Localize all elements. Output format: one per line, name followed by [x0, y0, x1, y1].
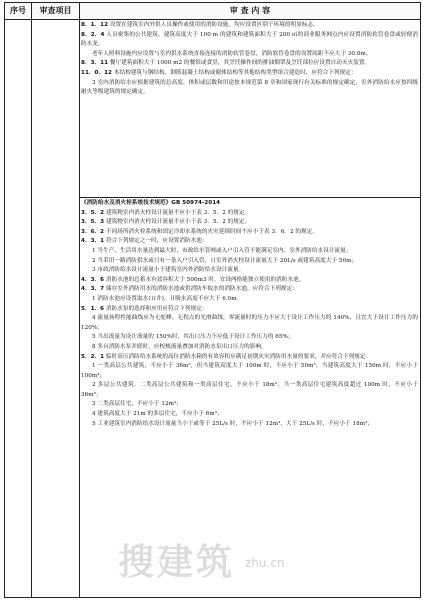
clause-text: 消防水泵的选择和应用应符合下列规定： [105, 305, 208, 312]
clause-paragraph [81, 295, 418, 305]
clause-text: 《消防给水及消火栓系统技术规范》GB 50974-2014 [81, 200, 221, 206]
clause-paragraph [81, 314, 418, 333]
clause-paragraph [81, 199, 418, 209]
clause-paragraph [81, 400, 418, 410]
clause-text: 2 多层公共建筑、二类高层公共建筑和一类高层住宅，不应小于 18m³，当一类高层住宅建筑高度超过 100m 时，不应小于 36m³； [81, 382, 418, 398]
clause-text: 储存室外消防用水的消防水池或供消防车取水的消防水池，应符合下列规定： [105, 286, 298, 293]
clause-number: 4．3．7 [81, 286, 105, 293]
clause-paragraph [81, 59, 418, 69]
clause-number: 8．1．12 [81, 22, 109, 28]
clause-text: 3 市政消防给水设计流量小于建筑室内外消防给水设计流量。 [92, 267, 245, 274]
watermark-logo: 搜建筑 [118, 542, 236, 583]
clause-paragraph [81, 209, 418, 219]
clause-text: 不同场所消火栓系统和固定冷却水系统的火灾延续时间不应小于表 3．6．2 的规定。 [105, 228, 318, 235]
clause-text: 木结构建筑与钢结构、钢筋混凝土结构或砌体结构等其他结构类型组合建造时，应符合下列规定： [113, 69, 357, 76]
clause-paragraph [81, 285, 418, 295]
clause-paragraph [81, 305, 418, 315]
clause-number: 5．2．1 [81, 353, 105, 360]
clause-text: 5 工业建筑室内消防给水设计流量当小于或等于 25L/s 时，不应小于 12m³，大于 25L/s 时，不应小于 18m³； [92, 420, 373, 427]
clause-text: 餐厅建筑面积大于 1000 m2 的餐馆或食堂，其烹饪操作间的排油烟罩及烹饪部位应设置自动灭火装置。 [109, 60, 371, 67]
clause-paragraph [81, 276, 418, 286]
content-block-gb50016 [81, 21, 418, 195]
clause-number: 8．2．4 [81, 31, 105, 38]
column-divider-1 [31, 3, 32, 597]
table-body [81, 21, 418, 597]
clause-number: 5．1．6 [81, 305, 105, 312]
clause-number: 3．5．2 [81, 209, 105, 216]
clause-number: 4．3．6 [81, 276, 105, 283]
clause-paragraph [81, 69, 418, 79]
clause-text: 1 消防水池应设置取水口(井)，且吸水高度不应大于 6.0m。 [92, 295, 243, 302]
clause-text: 1 当生产、生活用水量达到最大时，市政给水管网或入户引入管不能满足室内、室外消防给水设计流量； [92, 247, 352, 254]
clause-text: 3 室内消防给水应根据建筑的总高度、体积或层数和用途按本规范第 8 章和国家现行有关标准的规定确定，室外消防给水应按四级耐火等级建筑的规定确定。 [81, 79, 418, 96]
header-seq: 序号 [10, 6, 26, 15]
clause-text: 建筑物室内消火栓设计流量不应小于表 3．5．2 的规定。 [105, 209, 251, 216]
clause-number: 8．3．11 [81, 60, 109, 67]
clause-paragraph [81, 21, 418, 31]
clause-text: 3 二类高层住宅，不应小于 12m³； [92, 401, 182, 408]
clause-paragraph [81, 228, 418, 238]
clause-text: 消防水池的总蓄水有效容积大于 500m3 时，宜设两格能独立使用的消防水池。 [105, 276, 305, 283]
clause-number: 3．5．3 [81, 219, 105, 226]
clause-text: 设置在建筑室内外供人员操作或使用的消防设施，均应设置区别于环境的明显标志。 [109, 22, 319, 28]
clause-text: 2 当采用一路消防供水或只有一条入户引入管，且室外消火栓设计流量大于 20L/s 或建筑高度大于 50m； [92, 257, 358, 264]
clause-paragraph [81, 257, 418, 267]
header-content: 审 查 内 容 [229, 6, 271, 15]
clause-paragraph [81, 237, 418, 247]
clause-text: 4 建筑高度大于 21m 的多层住宅，不应小于 6m³； [92, 411, 223, 418]
clause-paragraph [81, 333, 418, 343]
clause-text: 符合下列规定之一时，应设置消防水池： [105, 238, 208, 245]
clause-text: 1 一类高层公共建筑，不应小于 36m³，但当建筑高度大于 100m 时，不应小于 50m³，当建筑高度大于 150m 时，不应小于 100m³； [81, 363, 418, 379]
header-item: 审查项目 [39, 6, 72, 15]
clause-text: 临时高压消防给水系统的高位消防水箱的有效容积应满足初期火灾消防用水量的要求，并应符合下列规定： [105, 353, 372, 360]
clause-text: 5 当出流量为设计流量的 150%时，其出口压力不应低于设计工作压力的 65%； [92, 334, 294, 341]
clause-text: 4 流量扬程性能曲线应为无驼峰、无拐点的光滑曲线，零流量时的压力不应大于设计工作压力的 140%，且宜大于设计工作压力的 120%； [81, 315, 418, 331]
clause-paragraph [81, 50, 418, 60]
clause-number: 4．3．1 [81, 238, 105, 245]
clause-paragraph [81, 420, 418, 430]
clause-paragraph [81, 362, 418, 381]
watermark-url: zhu.cn [245, 556, 285, 570]
clause-paragraph [81, 410, 418, 420]
review-table [4, 2, 421, 598]
clause-paragraph [81, 247, 418, 257]
clause-paragraph [81, 343, 418, 353]
clause-paragraph [81, 218, 418, 228]
clause-paragraph [81, 266, 418, 276]
clause-number: 3．6．2 [81, 228, 105, 235]
clause-paragraph [81, 381, 418, 400]
clause-text: 老年人照料设施内应设置与室内供水系统直接连接的消防软管卷盘，消防软管卷盘的设置间距不应大于 30.0m。 [92, 50, 372, 57]
clause-text: 人员密集的公共建筑、建筑高度大于 100 m 的建筑和建筑面积大于 200 ㎡的商业服务网点内应设置消防软管卷盘或轻便消防水龙。 [81, 31, 418, 48]
clause-text: 8 多台消防水泵并联时，应校核流量叠加对消防水泵出口压力的影响。 [92, 343, 267, 350]
clause-paragraph [81, 31, 418, 50]
clause-paragraph [81, 79, 418, 98]
clause-paragraph [81, 353, 418, 363]
column-divider-2 [79, 3, 80, 597]
table-header [5, 3, 420, 20]
clause-number: 11．0．12 [81, 69, 112, 76]
clause-text: 建筑物室内消火栓设计流量不应小于表 3．5．2 的规定。 [105, 219, 251, 226]
